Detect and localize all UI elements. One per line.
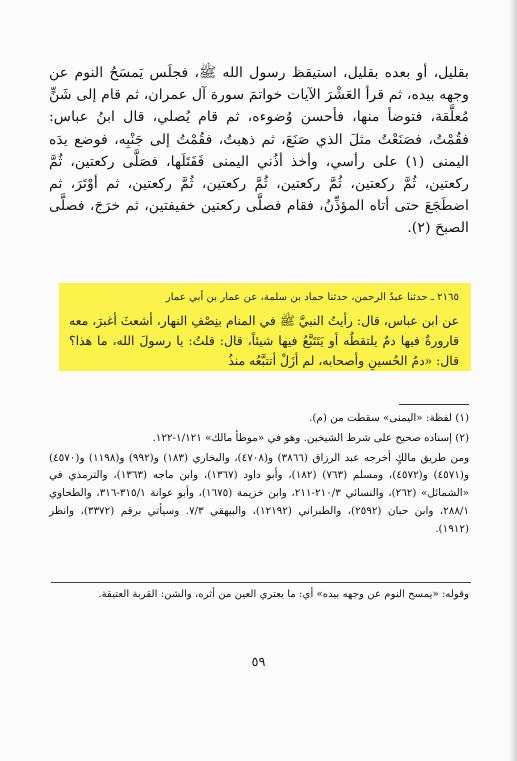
footnote-2: (٢) إسناده صحيح على شرط الشيخين. وهو في «موطأ مالك» ١/١٢١-١٢٢. xyxy=(152,431,469,444)
footnote-divider xyxy=(399,404,469,405)
page-number: ٥٩ xyxy=(251,655,266,670)
glossary-note xyxy=(49,586,469,603)
hadith-isnad: ٢١٦٥ ـ حدثنا عبدُ الرحمن، حدثنا حماد بن سلمة، عن عمار بن أبي عمار xyxy=(165,292,459,303)
highlighted-hadith-2165 xyxy=(59,283,471,371)
footnotes xyxy=(49,410,469,541)
footnote-2-sources: ومن طريق مالكٍ أخرجه عبد الرزاق (٣٨٦٦) و(٤٧٠٨)، والبخاري (١٨٣) و(٩٩٢) و(١١٩٨) و(٤٥٧٠) و(٤٥٧١) و(٤٥٧٢)، ومسلم (٧٦٣) (١٨٢)، وأبو داود (١٣٦٧)، وابن ماجه (١٣٦٣)، والترمذي في «الشمائل» (٢٦٢)، والنسائي ٢١٠/٣-٢١١، وابن خزيمة (١٦٧٥)، وأبو عوانة ٣١٥/١-٣١٦، والطحاوي ٢٨٨/١، وابن حبان (٢٥٩٢)، والطبراني (١٢١٩٢)، والبيهقي ٧/٣. وسيأتي برقم (٣٣٧٢)، وانظر (١٩١٢). xyxy=(49,451,470,535)
hadith-matn: عن ابن عباس، قال: رأيتُ النبيَّ ﷺ في المنام بنِصْفِ النهار، أشعثَ أغبرَ، معه قارورةٌ فيها دمٌ يلتقطُه أو يَتَتَبَّعُ فيها شيئاً، قال: قلتُ: يا رسولَ الله، ما هذا؟ قال: «دمُ الحُسينِ وأصحابه، لم أزَلْ أتتبَّعُه منذُ xyxy=(69,313,459,368)
footnote-rule xyxy=(51,582,471,583)
glossary-note-text: وقوله: «يمسح النوم عن وجهه بيده» أي: ما يعتري العين من أثره، والشن: القربة العتيقة. xyxy=(98,589,469,600)
main-paragraph: بقليل، أو بعده بقليل، استيقظ رسول الله ﷺ، فجلَس يَمسَحُ النوم عن وجهه بيده، ثم قرأ العَشْرَ الآيات خواتمَ سورة آل عمران، ثم قام إلى شَنٍّ مُعلَّقة، فتوضأ منها، فأحسن وُضوءه، ثم قام يُصلي، قال ابنُ عباس: فقُمْتُ، فصَنَعْتُ مثلَ الذي صَنَعَ، ثم ذهبتُ، فقُمْتُ إلى جَنْبِه، فوضع يدَه اليمنى (١) على رأسي، وأخذ أذُني اليمنى فَفَتَلَها، فصَلَّى ركعتين، ثُمَّ ركعتين، ثُمَّ ركعتين، ثُمَّ ركعتين، ثُمَّ ركعتين، ثُمَّ ركعتين، ثم أوْتَرَ، ثم اضطَجَعَ حتى أتاه المؤذِّنُ، فقام فصلَّى ركعتين خفيفتين، ثم خرَجَ، فصلَّى الصبحَ (٢). xyxy=(49,65,469,237)
footnote-1: (١) لفظة: «اليمنى» سقطت من (م). xyxy=(309,412,469,424)
main-hadith-text xyxy=(49,62,469,240)
page-edge-shadow xyxy=(509,0,517,761)
